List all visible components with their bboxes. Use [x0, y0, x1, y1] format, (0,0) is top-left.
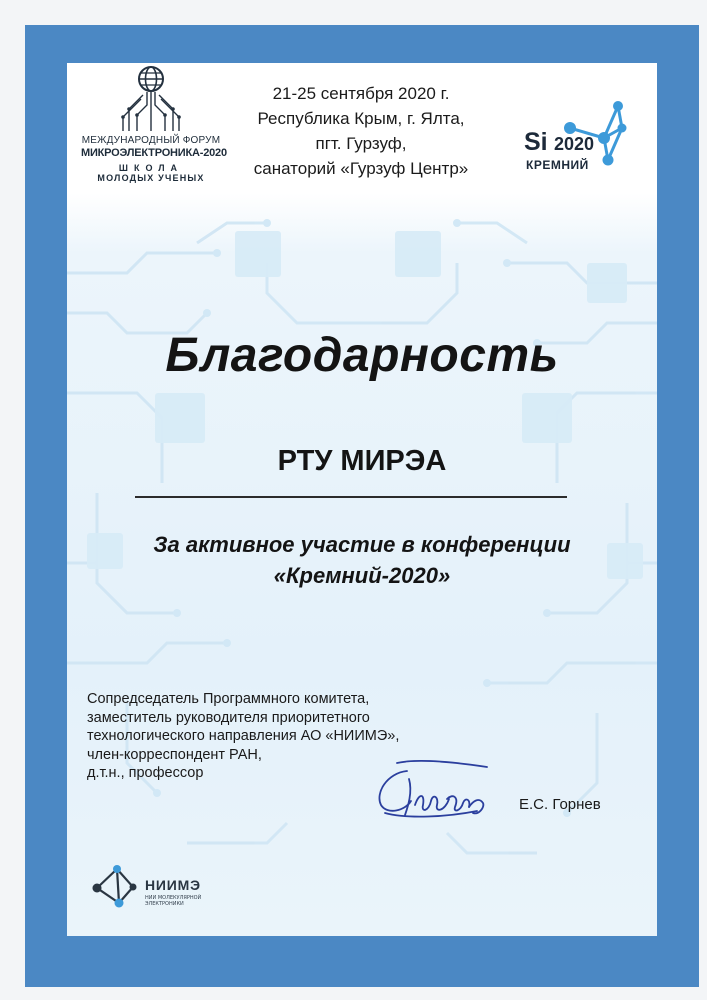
forum-logo-line2: МИКРОЭЛЕКТРОНИКА-2020	[81, 147, 227, 159]
certificate-recipient: РТУ МИРЭА	[277, 445, 447, 477]
reason-line1: За активное участие в конференции	[153, 532, 571, 557]
forum-logo-line4: МОЛОДЫХ УЧЕНЫХ	[97, 173, 205, 183]
niime-logo	[89, 863, 249, 913]
certificate-sheet	[67, 63, 657, 936]
event-dates: 21-25 сентября 2020 г.	[272, 84, 450, 103]
niime-logo-subtitle1: НИИ МОЛЕКУЛЯРНОЙ	[145, 895, 202, 901]
si-2020-logo	[522, 98, 647, 178]
signer-line5: д.т.н., профессор	[87, 765, 204, 781]
event-location-line2: пгт. Гурзуф,	[315, 134, 407, 153]
niime-network-icon	[89, 863, 139, 913]
forum-logo-line1: МЕЖДУНАРОДНЫЙ ФОРУМ	[81, 135, 221, 146]
signer-line1: Сопредседатель Программного комитета,	[87, 691, 370, 707]
signer-name: Е.С. Горнев	[519, 796, 601, 813]
recipient-underline	[135, 496, 567, 498]
globe-circuit-icon	[119, 65, 183, 135]
signer-line3: технологического направления АО «НИИМЭ»,	[87, 728, 400, 744]
forum-logo-line3: ШКОЛА	[118, 163, 184, 173]
event-info	[217, 81, 505, 181]
si-logo-year: 2020	[554, 134, 595, 154]
si-logo-symbol: Si	[524, 128, 548, 156]
event-location-line1: Республика Крым, г. Ялта,	[257, 109, 465, 128]
event-location-line3: санаторий «Гурзуф Центр»	[253, 159, 469, 178]
handwritten-signature	[367, 753, 507, 833]
signer-line4: член-корреспондент РАН,	[87, 746, 262, 763]
signer-line2: заместитель руководителя приоритетного	[87, 709, 370, 726]
certificate-title: Благодарность	[165, 329, 559, 382]
forum-logo	[81, 65, 227, 183]
si-logo-caption: КРЕМНИЙ	[526, 158, 589, 172]
niime-logo-name: НИИМЭ	[145, 877, 201, 893]
reason-line2: «Кремний-2020»	[273, 563, 451, 588]
certificate-reason	[87, 529, 637, 591]
niime-logo-subtitle2: ЭЛЕКТРОНИКИ	[145, 901, 184, 907]
